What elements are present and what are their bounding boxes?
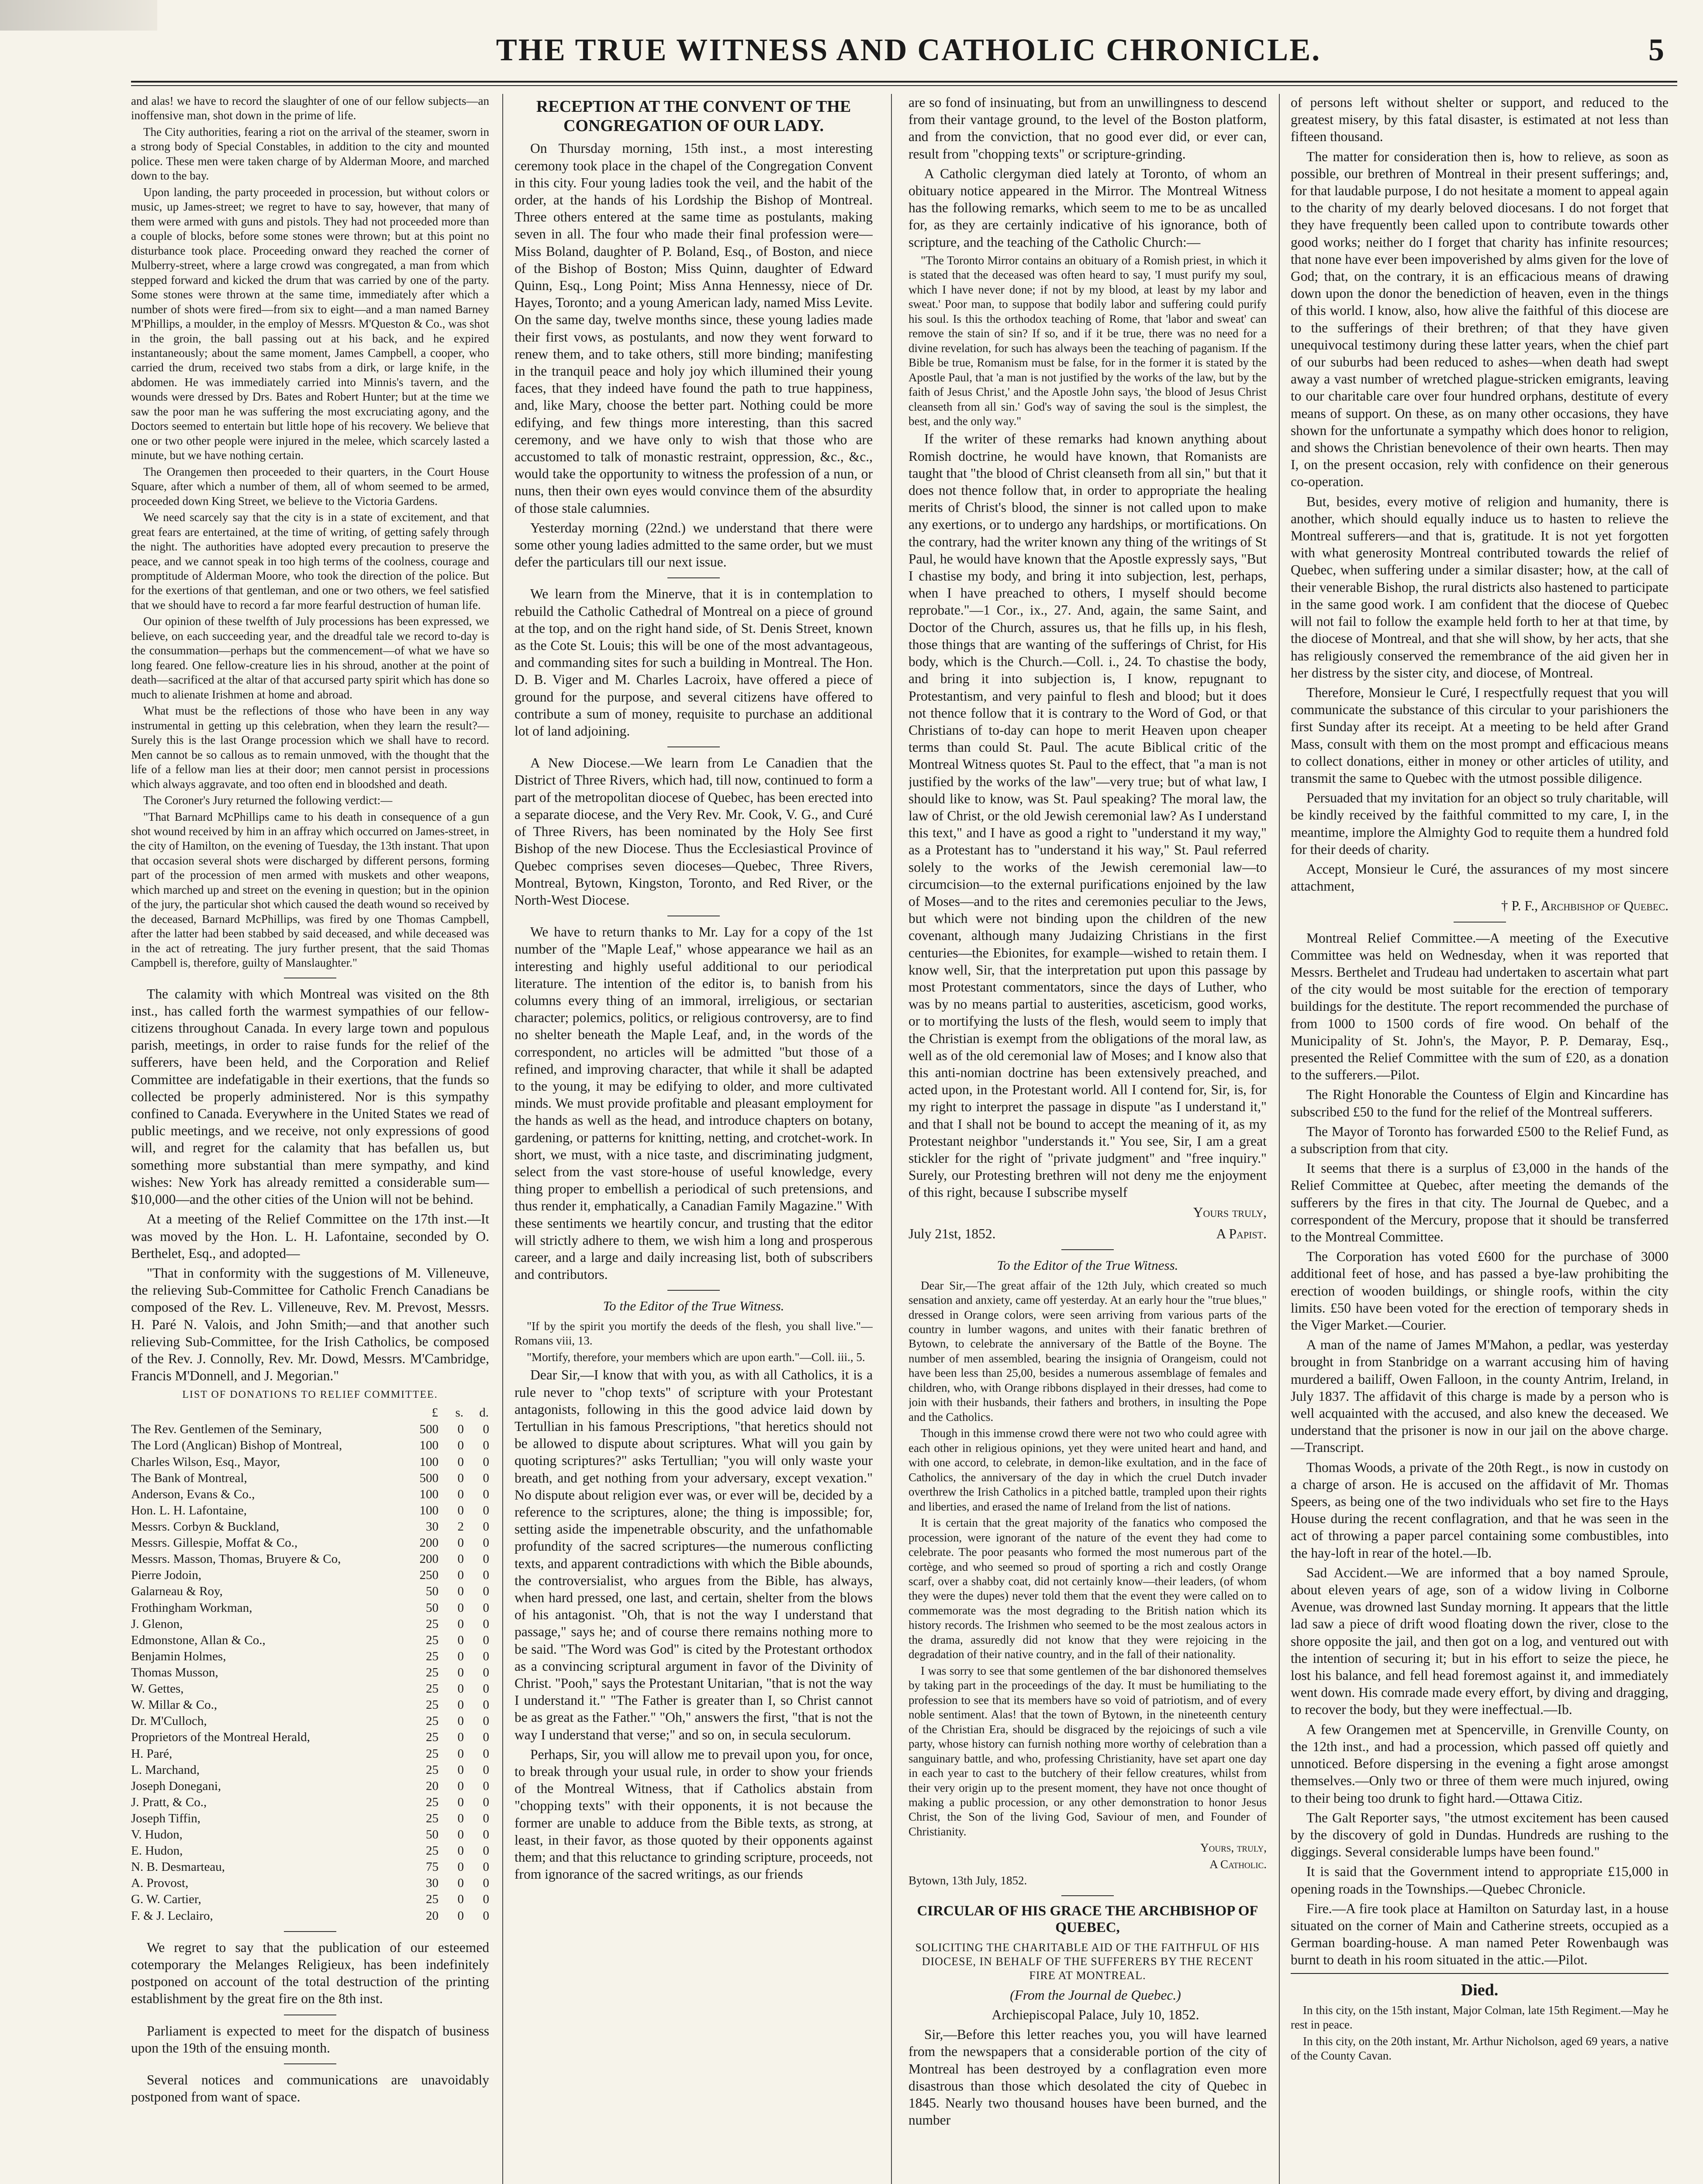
letter-signature-row: [908, 1225, 1267, 1242]
article-paragraph: We regret to say that the publication of our esteemed cotemporary the Melanges Religieux, has been indefinitely postponed on account of the total destruction of the printing establishment by the great fire on the 8th inst.: [131, 1939, 489, 2007]
donation-row: [131, 1470, 489, 1486]
donor-name: The Lord (Anglican) Bishop of Montreal,: [131, 1438, 342, 1453]
donor-name: W. Gettes,: [131, 1682, 184, 1696]
donation-shillings: 0: [457, 1892, 464, 1907]
donation-pence: 0: [483, 1584, 489, 1599]
circular-place: Archiepiscopal Palace, July 10, 1852.: [991, 2007, 1199, 2022]
donation-pence: 0: [483, 1455, 489, 1469]
donation-row: [131, 1503, 489, 1519]
news-item: The Mayor of Toronto has forwarded £500 to the Relief Fund, as a subscription from that city.: [1291, 1123, 1668, 1156]
circular-source: (From the Journal de Quebec.): [1010, 1987, 1181, 2003]
donation-pence: 0: [483, 1682, 489, 1696]
donation-shillings: 0: [457, 1730, 464, 1745]
donation-pence: 0: [483, 1568, 489, 1583]
donation-row: [131, 1551, 489, 1567]
letter-paragraph: If the writer of these remarks had known anything about Romish doctrine, he would have known, that Romanists are taught that "the blood of Christ cleanseth from all sin," but that it does not thence follow that, in order to appropriate the healing merits of Christ's blood, the sinner is not called upon to make any exertions, or to undergo any hardships, or mortifications. On the contrary, had the writer known any thing of the writings of St Paul, he would have known that the Apostle expressly says, "But I chastise my body, and bring it into subjection, lest, perhaps, when I have preached to others, I myself should become reprobate."—1 Cor., ix., 27. And, again, the same Saint, and Doctor of the Church, assures us, that he fills up, in his flesh, those things that are wanting of the sufferings of Christ, for His body, which is the Church.—Coll. i., 24. To chastise the body, and bring it into subjection is, I know, repugnant to Protestantism, and very painful to flesh and blood; but it does not thence follow that it is contrary to the Word of God, or that Christians of to-day can hope to merit Heaven upon cheaper terms than could St. Paul. The acute Biblical critic of the Montreal Witness quotes St. Paul to the effect, that "a man is not justified by the works of the law"—very true; but of what law, I should like to know, was St. Paul speaking? The moral law, the law of Christ, or the old Jewish ceremonial law? As I understand this text," and I have as good a right to "understand it my way," as a Protestant has to "understand it his way," St. Paul referred solely to the works of the Jewish ceremonial law—to circumcision—to the external purifications enjoined by the law of Moses—and to the rites and ceremonies peculiar to the Jews, but which were not binding upon the children of the new covenant, although many Judaizing Christians in the first centuries—the Ebionites, for example—wished to retain them. I know well, Sir, that the interpretation put upon this passage by most Protestant commentators, since the days of Luther, who was by no means partial to austerities, asceticism, good works, or to mortifying the lusts of the flesh, would seem to imply that the Christian is exempt from the obligations of the moral law, as well as of the old ceremonial law of Moses; and I know also that this anti-nomian doctrine has been extensively preached, and acted upon, in the Protestant world. All I contend for, Sir, is, for my right to interpret the passage in dispute "as I understand it," and that I shall not be bound to accept the meaning of it, as my Protestant neighbor "understands it." You see, Sir, I am a great stickler for the right of "private judgment" and "free inquiry." Surely, our Protesting brethren will not deny me the enjoyment of this right, because I subscribe myself: [908, 431, 1267, 1200]
donation-pounds: 50: [426, 1584, 439, 1599]
donation-row: [131, 1438, 489, 1454]
donation-pence: 0: [483, 1876, 489, 1890]
donation-pounds: 250: [419, 1568, 439, 1583]
donation-shillings: 0: [457, 1714, 464, 1728]
section-divider: [667, 1290, 720, 1291]
donor-name: H. Paré,: [131, 1746, 173, 1761]
letter-date: Bytown, 13th July, 1852.: [908, 1874, 1027, 1887]
donation-row: [131, 1908, 489, 1924]
donation-row: [131, 1681, 489, 1697]
donation-row: [131, 1567, 489, 1583]
donor-name: The Bank of Montreal,: [131, 1471, 247, 1485]
article-paragraph: We learn from the Minerve, that it is in contemplation to rebuild the Catholic Cathedral of Montreal on a piece of ground at the top, and on the right hand side, of St. Denis Street, known as the Cote St. Louis; this will be one of the most advantageous, and commanding sites for such a building in Montreal. The Hon. D. B. Viger and M. Charles Lacroix, have offered a piece of ground for the purpose, and several citizens have offered to contribute a sum of money, requisite to purchase an additional lot of land adjoining.: [515, 586, 873, 739]
donor-name: N. B. Desmarteau,: [131, 1860, 225, 1874]
circular-paragraph: Accept, Monsieur le Curé, the assurances of my most sincere attachment,: [1291, 861, 1668, 894]
donation-pence: 0: [483, 1811, 489, 1825]
column-header: d.: [479, 1406, 489, 1420]
column-divider: [502, 94, 503, 2184]
donation-row: [131, 1891, 489, 1908]
news-item: The Right Honorable the Countess of Elgin and Kincardine has subscribed £50 to the fund for the relief of the Montreal sufferers.: [1291, 1087, 1668, 1120]
donation-shillings: 0: [457, 1876, 464, 1890]
donation-pounds: 75: [426, 1860, 439, 1874]
donation-pounds: 200: [419, 1536, 439, 1550]
donation-shillings: 0: [457, 1600, 464, 1615]
donor-name: J. Glenon,: [131, 1617, 183, 1631]
donation-pounds: 100: [419, 1487, 439, 1501]
article-paragraph: We have to return thanks to Mr. Lay for a copy of the 1st number of the "Maple Leaf," whose appearance we hail as an interesting and highly useful additional to our periodical literature. The intention of the editor is, to banish from his columns every thing of an immoral, irreligious, or sectarian character; polemics, politics, or religious controversy, are to find no shelter beneath the Maple Leaf, and, in the words of the correspondent, no articles will be admitted "but those of a refined, and improving character, that while it shall be adapted to the young, it may be edifying to older, and more cultivated minds. We must provide profitable and pleasant employment for the hands as well as the head, and introduce chapters on botany, gardening, or patterns for knitting, netting, and crotchet-work. In short, we must, with a nice taste, and discriminating judgment, select from the vast store-house of useful knowledge, every thing proper to embellish a periodical of such pretensions, and thus render it, emphatically, a Canadian Family Magazine." With these sentiments we heartily concur, and trusting that the editor will strictly adhere to them, we wish him a long and prosperous career, and a large and daily increasing list, both of subscribers and contributors.: [515, 924, 873, 1282]
letter-author: A Catholic.: [1209, 1857, 1267, 1871]
letter-paragraph: Dear Sir,—The great affair of the 12th July, which created so much sensation and anxiety, came off yesterday. At an early hour the "true blues," dressed in Orange colors, were seen arriving from various parts of the country in lumber wagons, and unites with their fanatic brethren of Bytown, to celebrate the anniversary of the Battle of the Boyne. The number of men assembled, bearing the insignia of Orangeism, could not have been less than 25,00, besides a numerous assemblage of females and children, who, with Orange ribbons displayed in their dresses, had come to join with their husbands, their fathers and brothers, in insulting the Pope and the Catholics.: [908, 1279, 1267, 1424]
article-paragraph: Yesterday morning (22nd.) we understand that there were some other young ladies admitted to the same order, but we must defer the particulars till our next issue.: [515, 520, 873, 570]
donation-pence: 0: [483, 1519, 489, 1534]
masthead-rule-thin: [131, 85, 1677, 86]
donation-shillings: 0: [457, 1617, 464, 1631]
donation-row: [131, 1713, 489, 1729]
article-paragraph: On Thursday morning, 15th inst., a most interesting ceremony took place in the chapel of the Congregation Convent in this city. Four young ladies took the veil, and the habit of the order, at the hands of his Lordship the Bishop of Montreal. Three others entered at the same time as postulants, making seven in all. The four who made their final profession were—Miss Boland, daughter of P. Boland, Esq., of Boston, and niece of the Bishop of Boston; Miss Quinn, daughter of Edward Quinn, Esq., Long Point; Miss Anna Hennessy, niece of Dr. Hayes, Toronto; and a young American lady, named Miss Levite. On the same day, twelve months since, these young ladies made their first vows, as postulants, and now they went forward to renew them, and to take others, still more binding; manifesting in the tranquil peace and holy joy which illumined their young faces, that they indeed have found the path to true happiness, and, like Mary, choose the better part. Nothing could be more edifying, and few things more interesting, than this sacred ceremony, and we have only to wish that those who are accustomed to talk of monastic restraint, oppression, &c., &c., would take the opportunity to witness the profession of a nun, or nuns, then their own eyes would convince them of the absurdity of those stale calumnies.: [515, 141, 873, 516]
column-divider: [891, 94, 892, 2184]
news-item: Montreal Relief Committee.—A meeting of the Executive Committee was held on Wednesday, when it was reported that Messrs. Berthelet and Trudeau had undertaken to ascertain what part of the city would be most suitable for the erection of temporary buildings for the destitute. The report recommended the purchase of from 1000 to 1500 cords of fire wood. On behalf of the Municipality of St. John's, the Mayor, P. P. Demaray, Esq., presented the Relief Committee with the sum of £20, as a donation to the sufferers.—Pilot.: [1291, 930, 1668, 1083]
circular-paragraph: The matter for consideration then is, how to relieve, as soon as possible, our brethren of Montreal in their present sufferings; and, for that laudable purpose, I do not hesitate a moment to appeal again to the charity of my dearly beloved diocesans. I do not forget that they have frequently been called upon to contribute towards other good works; neither do I forget that charity has infinite resources; that none have ever been impoverished by alms given for the love of God; that, on the contrary, it is an efficacious means of drawing down upon the donor the benediction of heaven, even in the things of this world. I know, also, how alive the faithful of this diocese are to the sufferings of their brethren; of that they have given unequivocal testimony during these latter years, when the chief part of our suburbs had been reduced to ashes—when death had swept away a vast number of wretched plague-stricken emigrants, leaving to our charitable care over four hundred orphans, destitute of every means of support. On these, as on many other occasions, they have shown for the unfortunate a sympathy which does honor to religion, and shows the Christian benevolence of their own hearts. Then may I, on the present occasion, rely with confidence on their generous co-operation.: [1291, 149, 1668, 490]
donation-pence: 0: [483, 1795, 489, 1809]
article-paragraph: The calamity with which Montreal was visited on the 8th inst., has called forth the warmest sympathies of our fellow-citizens throughout Canada. In every large town and populous parish, meetings, in order to raise funds for the relief of the sufferers, have been held, and the Corporation and Relief Committee are indefatigable in their exertions, that the funds so collected be properly administered. Nor is this sympathy confined to Canada. Everywhere in the United States we read of public meetings, and we receive, not only expressions of good will, and regret for the calamity that has befallen us, but something more substantial than mere sympathy, and kind wishes: New York has already remitted a considerable sum—$10,000—and the other cities of the Union will not be behind.: [131, 986, 489, 1207]
donation-pounds: 500: [419, 1422, 439, 1437]
letter-heading: To the Editor of the True Witness.: [603, 1298, 784, 1314]
letter-paragraph: Dear Sir,—I know that with you, as with all Catholics, it is a rule never to "chop texts" of scripture with your Protestant antagonists, following in this the good advice laid down by Tertullian in his famous Prescriptions, "that heretics should not be allowed to dispute about scriptures. What will you gain by quoting scriptures?" asks Tertullian; "you will only waste your breath, and get nothing from your adversary, except vexation." No dispute about religion ever was, or ever will be, decided by a reference to the scriptures, alone; the thing is impossible; for, setting aside the impenetrable obscurity, and the unfathomable profundity of the sacred scriptures—the numerous conflicting texts, and apparent contradictions with which the Bible abounds, the controversialist, who argues from the Bible, has always, when hard pressed, one last, and certain, shelter from the blows of his antagonist. "Oh, that is not the way I understand that passage," says he; and of course there remains nothing more to be said. "The Word was God" is cited by the Protestant orthodox as a convincing scriptural argument in favor of the Divinity of Christ. "Pooh," says the Protestant Unitarian, "that is not the way I understand it." "The Father is greater than I, so Christ cannot be as great as the Father." "Oh," answers the first, "that is not the way I understand that verse;" and so on, in secula seculorum.: [515, 1367, 873, 1742]
donor-name: Charles Wilson, Esq., Mayor,: [131, 1455, 280, 1469]
donation-row: [131, 1843, 489, 1859]
donor-name: Proprietors of the Montreal Herald,: [131, 1730, 310, 1745]
donor-name: W. Millar & Co.,: [131, 1698, 218, 1712]
donation-pence: 0: [483, 1762, 489, 1777]
circular-heading: CIRCULAR OF HIS GRACE THE ARCHBISHOP OF QUEBEC,: [917, 1903, 1258, 1935]
letter-signoff: Yours truly,: [1193, 1204, 1267, 1220]
donation-pounds: 50: [426, 1828, 439, 1842]
donation-shillings: 0: [457, 1828, 464, 1842]
article-paragraph: A New Diocese.—We learn from Le Canadien that the District of Three Rivers, which had, till now, continued to form a part of the metropolitan diocese of Quebec, has been erected into a separate diocese, and the Very Rev. Mr. Cook, V. G., and Curé of Three Rivers, has been nominated by the Holy See first Bishop of the new Diocese. Thus the Ecclesiastical Province of Quebec comprises seven dioceses—Quebec, Three Rivers, Montreal, Bytown, Kingston, Toronto, and Red River, or the North-West Diocese.: [515, 755, 873, 908]
donation-pence: 0: [483, 1422, 489, 1437]
donation-pounds: 25: [426, 1746, 439, 1761]
donation-row: [131, 1535, 489, 1551]
donation-row: [131, 1454, 489, 1470]
donation-shillings: 0: [457, 1698, 464, 1712]
donor-name: Edmonstone, Allan & Co.,: [131, 1633, 266, 1647]
donation-pence: 0: [483, 1503, 489, 1517]
donation-pence: 0: [483, 1844, 489, 1858]
news-item: The Galt Reporter says, "the utmost excitement has been caused by the discovery of gold in Dundas. Hundreds are rushing to the diggings. Several considerable lumps have been found.": [1291, 1810, 1668, 1860]
letter-signoff: Yours, truly,: [1200, 1841, 1267, 1855]
donation-shillings: 0: [457, 1471, 464, 1485]
donation-row: [131, 1600, 489, 1616]
circular-paragraph: Therefore, Monsieur le Curé, I respectfully request that you will communicate the substance of this circular to your parishioners the first Sunday after its receipt. At a meeting to be held after Grand Mass, consult with them on the most prompt and efficacious means to collect donations, either in money or other articles of utility, and transmit the same to Quebec with the utmost possible diligence.: [1291, 684, 1668, 786]
article-paragraph: The Coroner's Jury returned the following verdict:—: [143, 794, 393, 807]
donation-pounds: 30: [426, 1519, 439, 1534]
donation-shillings: 0: [457, 1682, 464, 1696]
article-paragraph: The City authorities, fearing a riot on the arrival of the steamer, sworn in a strong body of Special Constables, in addition to the city and mounted police. These men were taken charge of by Alderman Moore, and marched down to the bay.: [131, 125, 489, 183]
donor-name: Galarneau & Roy,: [131, 1584, 223, 1599]
donation-shillings: 0: [457, 1649, 464, 1663]
circular-paragraph: Sir,—Before this letter reaches you, you will have learned from the newspapers that a considerable portion of the city of Montreal has been destroyed by a conflagration even more disastrous than those which desolated the city of Quebec in 1845. Nearly two thousand houses have been burned, and the number: [908, 2027, 1267, 2128]
donation-row: [131, 1827, 489, 1843]
donation-pounds: 25: [426, 1762, 439, 1777]
donation-pence: 0: [483, 1471, 489, 1485]
donation-shillings: 0: [457, 1503, 464, 1517]
donation-shillings: 0: [457, 1908, 464, 1923]
donation-pounds: 25: [426, 1844, 439, 1858]
column-1: [131, 94, 489, 2184]
donation-row: [131, 1421, 489, 1438]
donation-shillings: 0: [457, 1665, 464, 1679]
donation-shillings: 0: [457, 1487, 464, 1501]
donor-name: Thomas Musson,: [131, 1665, 218, 1679]
donor-name: F. & J. Leclairo,: [131, 1908, 213, 1923]
donor-name: G. W. Cartier,: [131, 1892, 201, 1907]
donation-pence: 0: [483, 1552, 489, 1566]
donation-shillings: 0: [457, 1438, 464, 1453]
donation-row: [131, 1811, 489, 1827]
donation-pounds: 100: [419, 1455, 439, 1469]
circular-paragraph: of persons left without shelter or support, and reduced to the greatest misery, by this fatal disaster, is estimated at not less than fifteen thousand.: [1291, 95, 1668, 145]
donation-pounds: 30: [426, 1876, 439, 1890]
donation-pounds: 25: [426, 1892, 439, 1907]
section-divider: [284, 1931, 336, 1932]
donation-pence: 0: [483, 1698, 489, 1712]
column-divider: [1279, 94, 1280, 2184]
donor-name: Messrs. Masson, Thomas, Bruyere & Co,: [131, 1552, 341, 1566]
donation-pence: 0: [483, 1665, 489, 1679]
donation-shillings: 0: [457, 1422, 464, 1437]
donation-row: [131, 1583, 489, 1600]
donation-row: [131, 1859, 489, 1875]
donation-shillings: 0: [457, 1811, 464, 1825]
donor-name: Hon. L. H. Lafontaine,: [131, 1503, 247, 1517]
donation-shillings: 0: [457, 1536, 464, 1550]
donation-pounds: 25: [426, 1682, 439, 1696]
donor-name: The Rev. Gentlemen of the Seminary,: [131, 1422, 322, 1437]
donation-pence: 0: [483, 1617, 489, 1631]
donation-row: [131, 1746, 489, 1762]
donation-pounds: 200: [419, 1552, 439, 1566]
news-item: Fire.—A fire took place at Hamilton on Saturday last, in a house situated on the corner of Main and Catherine streets, occupied as a German boarding-house. A man named Peter Rowenbaugh was burnt to death in his room situated in the attic.—Pilot.: [1291, 1901, 1668, 1968]
article-paragraph: We need scarcely say that the city is in a state of excitement, and that great fears are entertained, at the time of writing, of getting safely through the night. The authorities have adopted every precaution to preserve the peace, and we cannot speak in too high terms of the coolness, courage and promptitude of Alderman Moore, who took the direction of the police. But for the exertions of that gentleman, and one or two others, we feel satisfied that we should have to record a far more fearful destruction of human life.: [131, 511, 489, 612]
donor-name: Benjamin Holmes,: [131, 1649, 226, 1663]
donation-pence: 0: [483, 1633, 489, 1647]
donation-pence: 0: [483, 1779, 489, 1793]
article-paragraph: Several notices and communications are unavoidably postponed from want of space.: [131, 2072, 489, 2105]
circular-paragraph: But, besides, every motive of religion and humanity, there is another, which should equally induce us to hasten to relieve the Montreal sufferers—and that is, gratitude. It is not yet forgotten with what generosity Montreal contributed towards the relief of Quebec, when suffering under a similar disaster; how, at the call of their venerable Bishop, the rural districts also hastened to participate in the same good work. I am confident that the diocese of Quebec will not fail to follow the example held forth to her at that time, by the diocese of Montreal, and that she will show, by her acts, that she has religiously conserved the remembrance of the aid given her in her distress by the sister city, and diocese, of Montreal.: [1291, 494, 1668, 681]
letter-paragraph: Though in this immense crowd there were not two who could agree with each other in religious opinions, yet they were united heart and hand, and with one accord, to celebrate, in demon-like exultation, and in the face of Catholics, the anniversary of the day in which the cruel Dutch invader overthrew the Irish Catholics in a pitched battle, trampled upon their rights and liberties, and erased the name of Ireland from the list of nations.: [908, 1427, 1267, 1513]
donation-shillings: 0: [457, 1552, 464, 1566]
donation-pence: 0: [483, 1746, 489, 1761]
news-item: It seems that there is a surplus of £3,000 in the hands of the Relief Committee at Quebec, after meeting the demands of the sufferers by the fires in that city. The Journal de Quebec, and a correspondent of the Mercury, propose that it should be transferred to the Montreal Committee.: [1291, 1161, 1668, 1244]
donor-name: Joseph Tiffin,: [131, 1811, 201, 1825]
donor-name: Frothingham Workman,: [131, 1600, 252, 1615]
donation-pounds: 25: [426, 1730, 439, 1745]
donor-name: Dr. M'Culloch,: [131, 1714, 207, 1728]
coroner-verdict: "That Barnard McPhillips came to his death in consequence of a gun shot wound received by him in an affray which occurred on James-street, in the city of Hamilton, on the evening of Tuesday, the 13th instant. That upon that occasion several shots were discharged by different persons, forming part of the procession of men armed with muskets and other weapons, which marched up and street on the evening in question; but in the opinion of the jury, the particular shot which caused the death wound so received by the deceased, Barnard McPhillips, was fired by one Thomas Campbell, after the latter had been stabbed by said deceased, and while deceased was in the act of retreating. The jury further present, that the said Thomas Campbell is, therefore, guilty of Manslaughter.": [131, 810, 489, 970]
news-item: The Corporation has voted £600 for the purchase of 3000 additional feet of hose, and has passed a bye-law prohibiting the erection of wooden buildings, or shingle roofs, within the city limits. £50 have been voted for the erection of temporary sheds in the Viger Market.—Courier.: [1291, 1249, 1668, 1333]
epigraph: "Mortify, therefore, your members which are upon earth."—Coll. iii., 5.: [527, 1350, 865, 1364]
donor-name: E. Hudon,: [131, 1844, 183, 1858]
donation-pounds: 25: [426, 1665, 439, 1679]
donation-row: [131, 1648, 489, 1665]
column-header: s.: [455, 1406, 463, 1420]
donor-name: Messrs. Gillespie, Moffat & Co.,: [131, 1536, 298, 1550]
donation-shillings: 0: [457, 1860, 464, 1874]
donation-shillings: 0: [457, 1795, 464, 1809]
circular-paragraph: Persuaded that my invitation for an object so truly charitable, will be kindly received by the faithful committed to my care, I, in the meantime, implore the Almighty God to requite them a hundred fold for their deeds of charity.: [1291, 790, 1668, 857]
donation-pounds: 20: [426, 1779, 439, 1793]
letter-paragraph: A Catholic clergyman died lately at Toronto, of whom an obituary notice appeared in the Mirror. The Montreal Witness has the following remarks, which seem to me to be as uncalled for, as they are certainly indicative of his ignorance, both of scripture, and the teaching of the Catholic Church:—: [908, 166, 1267, 250]
donation-row: [131, 1697, 489, 1713]
donation-pence: 0: [483, 1828, 489, 1842]
masthead-rule: [131, 81, 1677, 83]
donation-row: [131, 1875, 489, 1891]
article-paragraph: Upon landing, the party proceeded in procession, but without colors or music, up James-street; we regret to have to say, however, that many of them were armed with guns and pistols. They had not proceeded more than a couple of blocks, before some stones were thrown; but at this point no disturbance took place. Proceeding onward they reached the corner of Mulberry-street, where a large crowd was congregated, a man from which stepped forward and kicked the drum that was carried by one of the party. Some stones were thrown at the same time, immediately after which a number of shots were fired—from six to eight—and a man named Barney M'Phillips, a moulder, in the employ of Messrs. M'Queston & Co., was shot in the groin, the ball passing out at his back, and he expired instantaneously; about the same moment, James Campbell, a cooper, who carried the drum, received two stabs from a dirk, or large knife, in the abdomen. He was immediately carried into Minnis's tavern, and the wounds were dressed by Drs. Bates and Robert Hunter; but at the time we saw the poor man he was suffering the most excruciating agony, and the Doctors seemed to entertain but little hope of his recovery. We believe that one or two other people were injured in the melee, which scarcely lasted a minute, but we have nothing certain.: [131, 185, 489, 462]
hamilton-riot-article: [131, 94, 489, 971]
donation-pounds: 500: [419, 1471, 439, 1485]
section-divider: [667, 746, 720, 747]
news-item: A man of the name of James M'Mahon, a pedlar, was yesterday brought in from Stanbridge on a warrant accusing him of having murdered a bailiff, Owen Falloon, in the county Antrim, Ireland, in July 1837. The affidavit of this charge is made by a person who is well acquainted with the accused, and also knew the deceased. We understand that the prisoner is now in our jail on the above charge.—Transcript.: [1291, 1337, 1668, 1455]
donation-shillings: 0: [457, 1746, 464, 1761]
letter-heading: To the Editor of the True Witness.: [997, 1258, 1178, 1273]
donor-name: V. Hudon,: [131, 1828, 183, 1842]
donation-pounds: 100: [419, 1503, 439, 1517]
donation-pence: 0: [483, 1438, 489, 1453]
article-paragraph: Parliament is expected to meet for the dispatch of business upon the 19th of the ensuing month.: [131, 2023, 489, 2056]
donation-pounds: 50: [426, 1600, 439, 1615]
column-3: [908, 94, 1267, 2184]
donation-pence: 0: [483, 1649, 489, 1663]
article-paragraph: The Orangemen then proceeded to their quarters, in the Court House Square, after which a number of them, all of whom seemed to be armed, proceeded down King Street, we believe to the Victoria Gardens.: [131, 465, 489, 508]
donation-pounds: 25: [426, 1617, 439, 1631]
donation-pounds: 25: [426, 1633, 439, 1647]
letter-paragraph: are so fond of insinuating, but from an unwillingness to descend from their vantage ground, to the level of the Boston platform, and from the conviction, that no good ever did, or ever can, result from "chopping texts" or scripture-grinding.: [908, 95, 1267, 162]
donation-pence: 0: [483, 1730, 489, 1745]
death-notice: In this city, on the 20th instant, Mr. Arthur Nicholson, aged 69 years, a native of the County Cavan.: [1291, 2034, 1668, 2063]
news-item: A few Orangemen met at Spencerville, in Grenville County, on the 12th inst., and had a procession, which passed off quietly and unnoticed. Before dispersing in the evening a fight arose amongst themselves.—Only two or three of them were much injured, owing to their being too drunk to fight hard.—Ottawa Citiz.: [1291, 1721, 1668, 1806]
donor-name: Anderson, Evans & Co.,: [131, 1487, 255, 1501]
donation-shillings: 0: [457, 1762, 464, 1777]
article-paragraph: Our opinion of these twelfth of July processions has been expressed, we believe, on each succeeding year, and the dreadful tale we record to-day is the consummation—perhaps but the commencement—of what we have so long feared. One fellow-creature lies in his shroud, another at the point of death—sacrificed at the altar of that accursed party spirit which has done so much to alienate Irishmen at home and abroad.: [131, 615, 489, 701]
donor-name: L. Marchand,: [131, 1762, 200, 1777]
article-paragraph: What must be the reflections of those who have been in any way instrumental in getting up this celebration, when they learn the result?—Surely this is the last Orange procession which we shall have to record. Men cannot be so callous as to remain unmoved, with the thought that the life of a fellow man lies at their door; men cannot persist in processions which always aggravate, and too often end in bloodshed and death.: [131, 704, 489, 791]
donation-shillings: 0: [457, 1568, 464, 1583]
donation-shillings: 0: [457, 1455, 464, 1469]
donation-pence: 0: [483, 1487, 489, 1501]
page-number: 5: [1648, 32, 1664, 67]
letter-author: A Papist.: [1216, 1226, 1267, 1241]
page-corner-stain: [0, 0, 157, 31]
donation-pounds: 20: [426, 1908, 439, 1923]
masthead: [192, 24, 1677, 83]
donation-shillings: 0: [457, 1633, 464, 1647]
section-divider: [284, 2063, 336, 2064]
news-item: Thomas Woods, a private of the 20th Regt., is now in custody on a charge of arson. He is accused on the affidavit of Mr. Thomas Speers, as being one of the two individuals who set fire to the Hays House during the recent conflagration, and that he was seen in the act of throwing a paper parcel containing some combustibles, into the hay-loft in rear of the hotel.—Ib.: [1291, 1459, 1668, 1561]
column-4: [1291, 94, 1668, 2184]
donation-pounds: 25: [426, 1811, 439, 1825]
article-paragraph: "That in conformity with the suggestions of M. Villeneuve, the relieving Sub-Committee for Catholic French Canadians be composed of the Rev. L. Villeneuve, Rev. M. Prevost, Messrs. H. Paré N. Valois, and John Smith;—and that another such relieving Sub-Committee, for the Irish Catholics, be composed of the Rev. J. Connolly, Rev. Mr. Dowd, Messrs. M'Cambridge, Francis M'Donnell, and J. Megorian.": [131, 1265, 489, 1384]
donations-table: [131, 1404, 489, 1924]
section-divider: [1061, 1249, 1114, 1250]
donation-row: [131, 1794, 489, 1811]
donor-name: Pierre Jodoin,: [131, 1568, 202, 1583]
donation-row: [131, 1762, 489, 1778]
donation-shillings: 0: [457, 1584, 464, 1599]
section-divider: [667, 577, 720, 578]
column-2: [515, 94, 873, 2184]
letter-date: July 21st, 1852.: [908, 1226, 996, 1241]
letter-paragraph: I was sorry to see that some gentlemen of the bar dishonored themselves by taking part in the proceedings of the day. It must be humiliating to the profession to see that its members have so void of patriotism, and of every noble sentiment. Alas! that the town of Bytown, in the nineteenth century of the Christian Era, should be disgraced by the rejoicings of such a vile party, whose history can furnish nothing more worthy of celebration than a sanguinary battle, and who, professing Christianity, have set apart one day in each year to cast to the butchery of their fellow creatures, whilst from their very origin up to the present moment, they have not once thought of making a public procession, or any other demonstration to honor Jesus Christ, the Son of the living God, Saviour of men, and Founder of Christianity.: [908, 1664, 1267, 1838]
donor-name: Messrs. Corbyn & Buckland,: [131, 1519, 280, 1534]
donation-pounds: 25: [426, 1649, 439, 1663]
donor-name: J. Pratt, & Co.,: [131, 1795, 207, 1809]
donation-pence: 0: [483, 1714, 489, 1728]
donation-shillings: 0: [457, 1844, 464, 1858]
donor-name: Joseph Donegani,: [131, 1779, 221, 1793]
article-paragraph: and alas! we have to record the slaughter of one of our fellow subjects—an inoffensive man, shot down in the prime of life.: [131, 94, 489, 122]
article-heading: RECEPTION AT THE CONVENT OF THE CONGREGATION OF OUR LADY.: [536, 97, 851, 135]
circular-signature: † P. F., Archbishop of Quebec.: [1501, 898, 1668, 914]
donation-pence: 0: [483, 1536, 489, 1550]
section-divider: [1291, 1973, 1668, 1974]
donation-pounds: 25: [426, 1795, 439, 1809]
news-item: Sad Accident.—We are informed that a boy named Sproule, about eleven years of age, son of a widow living in Colborne Avenue, was drowned last Sunday morning. It appears that the little lad saw a piece of drift wood floating down the river, close to the shore opposite the jail, and then got on a log, and ventured out with the intention of securing it; but in his effort to seize the piece, he lost his balance, and fell head foremost against it, and immediately went down. His comrade made every effort, by diving and dragging, to recover the body, but they were ineffectual.—Ib.: [1291, 1565, 1668, 1717]
donation-row: [131, 1632, 489, 1648]
quoted-remarks: "The Toronto Mirror contains an obituary of a Romish priest, in which it is stated that the deceased was often heard to say, 'I must purify my soul, which I have never done; if not by my blood, at least by my labor and sweat.' Poor man, to suppose that bodily labor and suffering could purify his soul. Is this the orthodox teaching of Rome, that 'labor and sweat' can remove the stain of sin? If so, and if it be true, there was no need for a divine revelation, for such has always been the teaching of paganism. If the Bible be true, Romanism must be false, for in the former it is stated by the Apostle Paul, that 'a man is not justified by the works of the law, but by the faith of Jesus Christ,' and the Apostle John says, 'the blood of Jesus Christ cleanseth from all sin.' God's way of saving the soul is the simplest, the best, and the only way.": [908, 253, 1267, 428]
donor-name: A. Provost,: [131, 1876, 189, 1890]
donation-pence: 0: [483, 1892, 489, 1907]
letter-paragraph: Perhaps, Sir, you will allow me to prevail upon you, for once, to break through your usual rule, in order to show your friends of the Montreal Witness, that if Catholics abstain from "chopping texts" with their opponents, it is not because the former are unable to adduce from the Bible texts, as strong, at least, in their favor, as those quoted by their opponents against them; and that this reluctance to grinding scripture, proceeds, not from ignorance of the sacred writings, as our friends: [515, 1746, 873, 1882]
section-divider: [1061, 1895, 1114, 1896]
donation-shillings: 0: [457, 1779, 464, 1793]
donation-pounds: 100: [419, 1438, 439, 1453]
letter-paragraph: It is certain that the great majority of the fanatics who composed the procession, were ignorant of the nature of the event they had come to celebrate. The poor peasants who formed the most numerous part of the cortège, and who seemed so proud of sporting a rich and costly Orange scarf, over a shabby coat, did not certainly know—their leaders, (of whom they were the dupes) never told them that the event they were called on to commemorate was the most degrading to the British nation which its history records. The Irishmen who seemed to be the most zealous actors in the drama, assuredly did not know that they were rejoicing in the degradation of their native country, and in the fall of their nationality.: [908, 1516, 1267, 1661]
article-paragraph: At a meeting of the Relief Committee on the 17th inst.—It was moved by the Hon. L. H. Lafontaine, seconded by O. Berthelet, Esq., and adopted—: [131, 1211, 489, 1261]
donation-pence: 0: [483, 1860, 489, 1874]
donation-shillings: 2: [457, 1519, 464, 1534]
donations-title: LIST OF DONATIONS TO RELIEF COMMITTEE.: [182, 1389, 438, 1401]
donation-pence: 0: [483, 1600, 489, 1615]
death-notice: In this city, on the 15th instant, Major Colman, late 15th Regiment.—May he rest in peace.: [1291, 2003, 1668, 2032]
circular-subheading: SOLICITING THE CHARITABLE AID OF THE FAITHFUL OF HIS DIOCESE, IN BEHALF OF THE SUFFERERS BY THE RECENT FIRE AT MONTREAL.: [915, 1941, 1260, 1982]
donation-row: [131, 1616, 489, 1632]
donation-row: [131, 1778, 489, 1794]
died-heading: Died.: [1461, 1980, 1499, 1999]
donation-row: [131, 1519, 489, 1535]
donation-pounds: 25: [426, 1698, 439, 1712]
epigraph: "If by the spirit you mortify the deeds of the flesh, you shall live."—Romans viii, 13.: [515, 1319, 873, 1348]
section-divider: [1454, 922, 1506, 923]
donation-pounds: 25: [426, 1714, 439, 1728]
column-header: £: [432, 1406, 438, 1420]
donation-pence: 0: [483, 1908, 489, 1923]
donation-row: [131, 1665, 489, 1681]
donation-row: [131, 1486, 489, 1503]
donation-row: [131, 1729, 489, 1745]
newspaper-title: THE TRUE WITNESS AND CATHOLIC CHRONICLE.: [496, 32, 1321, 67]
news-item: It is said that the Government intend to appropriate £15,000 in opening roads in the Townships.—Quebec Chronicle.: [1291, 1864, 1668, 1897]
donations-header-row: [131, 1404, 489, 1421]
